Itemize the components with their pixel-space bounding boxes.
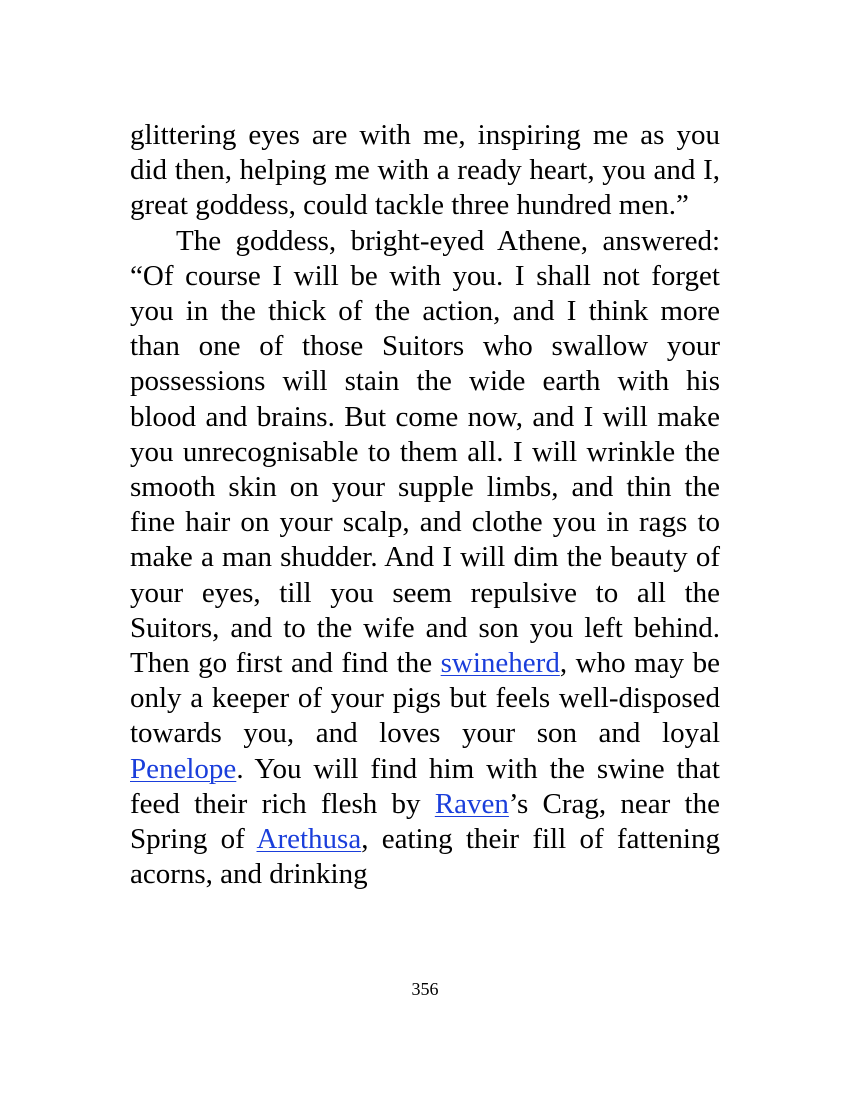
link-swineherd[interactable]: swineherd: [440, 647, 560, 680]
paragraph2-part5: , eating their fill of fattening acorns, and drinking: [130, 823, 720, 891]
paragraph2-part2: , who may be only a keeper of your pigs but feels well-disposed towards you, and loves your son and loyal: [130, 647, 720, 750]
link-raven[interactable]: Raven: [434, 787, 509, 820]
paragraph-athene-reply: [130, 224, 720, 893]
paragraph2-part3: . You will find him with the swine that feed their rich flesh by: [130, 752, 720, 820]
link-penelope[interactable]: Penelope: [130, 752, 237, 785]
paragraph2-part1: The goddess, bright-eyed Athene, answered: “Of course I will be with you. I shall not forget you in the thick of the action, and I think more than one of those Suitors who swallow your possessions will stain the wide earth with his blood and brains. But come now, and I will make you unrecognisable to them all. I will wrinkle the smooth skin on your supple limbs, and thin the fine hair on your scalp, and clothe you in rags to make a man shudder. And I will dim the beauty of your eyes, till you seem repulsive to all the Suitors, and to the wife and son you left behind. Then go first and find the: [130, 224, 720, 680]
paragraph2-part4: ’s Crag, near the Spring of: [130, 787, 720, 856]
page-number: 356: [411, 979, 439, 999]
paragraph-continuation: [130, 118, 720, 224]
link-arethusa[interactable]: Arethusa: [256, 823, 362, 856]
paragraph1-text: glittering eyes are with me, inspiring me as you did then, helping me with a ready heart, you and I, great goddess, could tackle three hundred men.”: [130, 119, 720, 222]
body-text: [130, 118, 720, 892]
